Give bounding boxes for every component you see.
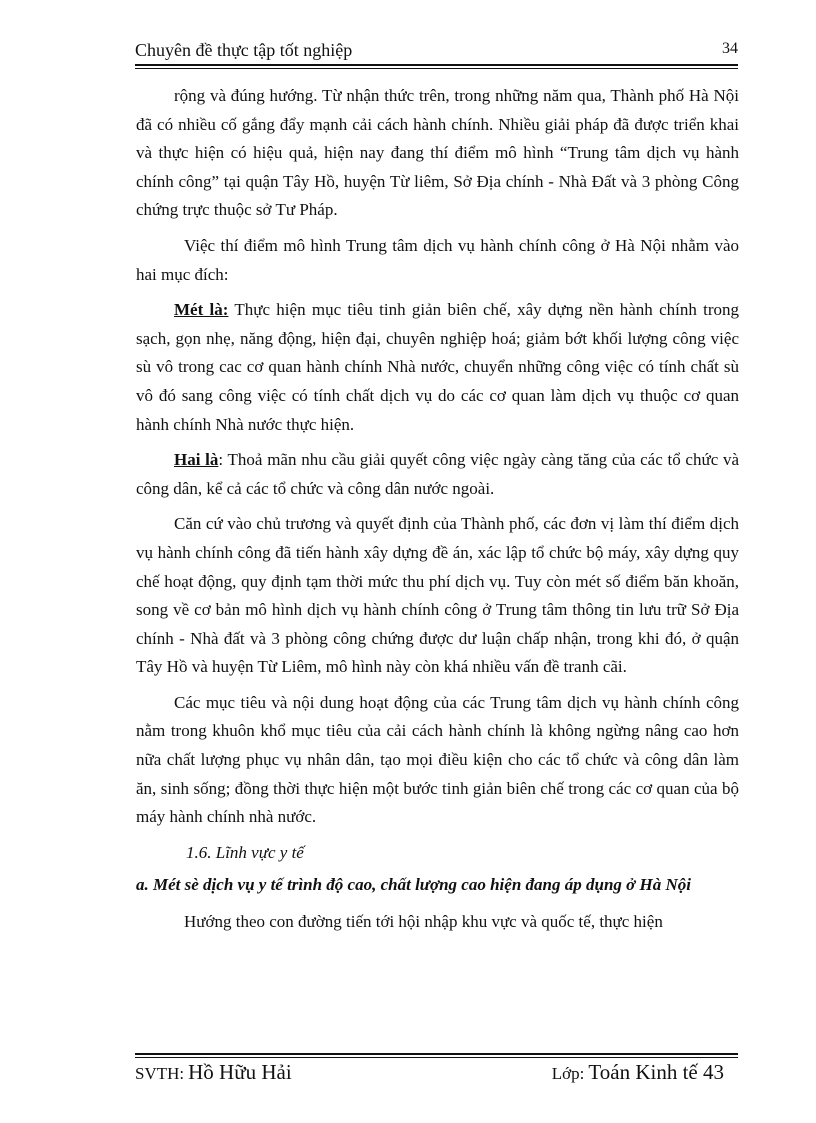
second-purpose-text: : Thoả mãn nhu cầu giải quyết công việc ngày càng tăng của các tổ chức và công dân, kể cả các tổ chức và công dân nước ngoài. — [136, 450, 740, 498]
header-rule-thick — [135, 64, 738, 66]
section-heading: 1.6. Lĩnh vực y tế — [186, 842, 304, 862]
page-header — [135, 38, 738, 64]
class-info — [552, 1060, 724, 1085]
paragraph-3 — [136, 296, 739, 439]
svth-label: SVTH: — [135, 1064, 185, 1083]
paragraph-6: Các mục tiêu và nội dung hoạt động của các Trung tâm dịch vụ hành chính công nằm trong khuôn khổ mục tiêu của cải cách hành chính là không ngừng nâng cao hơn nữa chất lượng phục vụ nhân dân, tạo mọi điều kiện cho các tổ chức và công dân làm ăn, sinh sống; đồng thời thực hiện một bước tinh giản biên chế trong các cơ quan của bộ máy hành chính nhà nước. — [136, 692, 739, 827]
footer-rule-thin — [135, 1057, 738, 1058]
header-rule-thin — [135, 68, 738, 69]
class-label: Lớp: — [551, 1064, 585, 1083]
paragraph-4 — [136, 446, 739, 503]
first-purpose-text: Thực hiện mục tiêu tinh giản biên chế, xây dựng nền hành chính trong sạch, gọn nhẹ, năng động, hiện đại, chuyên nghiệp hoá; giảm bớt khối lượng công việc sù vô trong cac cơ quan hành chính Nhà nước, chuyển những công việc có tính chất sù vô đó sang công việc có tính chất dịch vụ do các cơ quan làm dịch vụ thuộc cơ quan hành chính Nhà nước thực hiện. — [136, 300, 739, 434]
header-title: Chuyên đề thực tập tốt nghiệp — [135, 40, 353, 60]
paragraph-1: rộng và đúng hướng. Từ nhận thức trên, trong những năm qua, Thành phố Hà Nội đã có nhiều cố gắng đẩy mạnh cải cách hành chính. Nhiều giải pháp đã được triển khai và thực hiện có hiệu quả, hiện nay đang thí điểm mô hình “Trung tâm dịch vụ hành chính công” tại quận Tây Hồ, huyện Từ liêm, Sở Địa chính - Nhà Đất và 3 phòng Công chứng trực thuộc sở Tư Pháp. — [136, 86, 739, 220]
paragraph-7: Hướng theo con đường tiến tới hội nhập khu vực và quốc tế, thực hiện — [184, 912, 663, 932]
first-purpose-label: Mét là: — [174, 300, 229, 320]
student-name: Hồ Hữu Hải — [188, 1060, 292, 1084]
paragraph-5: Căn cứ vào chủ trương và quyết định của Thành phố, các đơn vị làm thí điểm dịch vụ hành chính công đã tiến hành xây dựng đề án, xác lập tổ chức bộ máy, xây dựng quy chế hoạt động, quy định tạm thời mức thu phí dịch vụ. Tuy còn mét số điểm băn khoăn, song về cơ bản mô hình dịch vụ hành chính công ở Trung tâm thông tin lưu trữ Sở Địa chính - Nhà đất và 3 phòng công chứng được dư luận chấp nhận, trong khi đó, ở quận Tây Hồ và huyện Từ Liêm, mô hình này còn khá nhiều vấn đề tranh cãi. — [136, 514, 739, 677]
page-footer — [135, 1060, 738, 1090]
second-purpose-label: Hai là — [174, 450, 219, 470]
footer-rule-thick — [135, 1053, 738, 1055]
class-value: Toán Kinh tế 43 — [588, 1060, 724, 1084]
page-number: 34 — [722, 40, 738, 57]
student-info — [135, 1060, 292, 1085]
subheading: a. Mét sè dịch vụ y tế trình độ cao, chất lượng cao hiện đang áp dụng ở Hà Nội — [136, 875, 691, 895]
paragraph-2: Việc thí điểm mô hình Trung tâm dịch vụ hành chính công ở Hà Nội nhằm vào hai mục đích: — [136, 235, 739, 284]
document-body — [136, 82, 739, 944]
